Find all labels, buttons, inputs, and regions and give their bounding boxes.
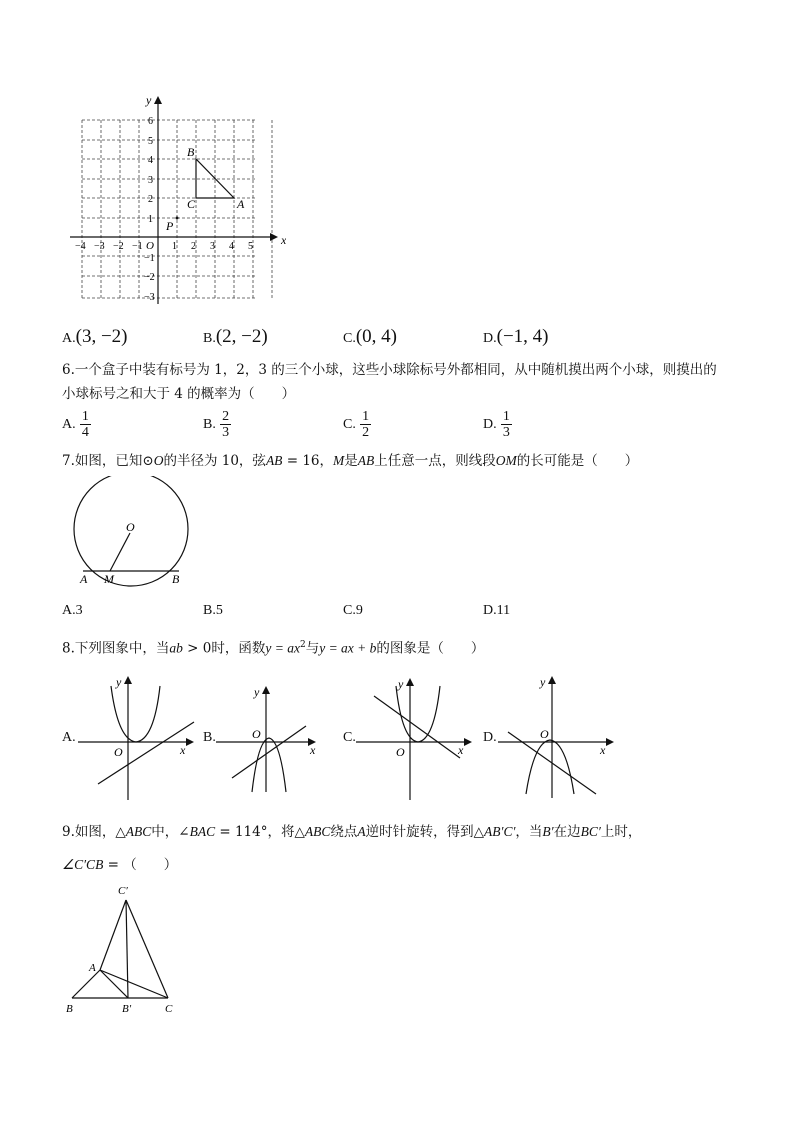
- line-graph: [232, 726, 306, 778]
- x-tick: −4: [75, 241, 86, 252]
- q7-text: 的半径为 10，弦: [163, 453, 266, 469]
- fraction-denominator: 4: [81, 425, 89, 440]
- q7-text: 的长可能是（ ）: [516, 453, 639, 469]
- x-axis-label: x: [310, 743, 316, 757]
- q7-option-b[interactable]: B.5: [203, 603, 223, 618]
- y-axis-label: y: [116, 675, 122, 689]
- point-c-label: C: [187, 197, 196, 211]
- q8-option-d-label[interactable]: D.: [483, 730, 497, 745]
- q9-question-line2: [62, 856, 177, 874]
- q9-text: 中，∠: [151, 824, 190, 840]
- y-tick-labels: [144, 116, 155, 303]
- option-label: D.: [483, 331, 497, 346]
- math-var: B′: [542, 824, 554, 839]
- x-axis-arrow: [270, 233, 278, 241]
- y-axis-arrow: [262, 686, 270, 694]
- x-axis-arrow: [464, 738, 472, 746]
- x-tick-labels: [75, 241, 253, 252]
- math-var: A: [357, 824, 366, 839]
- option-label: A.: [62, 417, 76, 432]
- y-axis-arrow: [406, 678, 414, 686]
- math-expression: ∠C′CB: [62, 857, 104, 872]
- segment-cp-a: [100, 900, 126, 970]
- y-tick: −1: [144, 253, 155, 264]
- option-label: B.: [203, 331, 216, 346]
- math-var: ABC: [125, 824, 152, 839]
- math-var: ab: [169, 640, 183, 656]
- math-var: AB: [265, 453, 283, 468]
- x-axis-label: x: [180, 743, 186, 757]
- y-tick: 6: [148, 116, 153, 127]
- q5-option-c[interactable]: [343, 326, 397, 348]
- q5-option-a[interactable]: [62, 326, 128, 348]
- point-bp-label: B′: [122, 1003, 132, 1015]
- q6-text-line2: 小球标号之和大于 4 的概率为（ ）: [62, 386, 296, 402]
- point-a-label: A: [80, 572, 88, 586]
- origin-label: O: [540, 727, 549, 741]
- point-b-label: B: [66, 1003, 73, 1015]
- q8-text: 的图象是（ ）: [376, 640, 485, 657]
- math-exponent: 2: [299, 640, 306, 650]
- y-axis-label: y: [254, 685, 260, 699]
- x-tick: 5: [248, 241, 253, 252]
- segment-a-bp: [100, 970, 128, 998]
- center-o-label: O: [126, 520, 135, 534]
- option-label: C.: [343, 417, 356, 432]
- option-value: (0, 4): [355, 326, 397, 347]
- q8-option-c-label[interactable]: C.: [343, 730, 356, 745]
- origin-label: O: [252, 727, 261, 741]
- point-a-label: A: [237, 197, 245, 211]
- q8-graph-d[interactable]: [496, 672, 618, 802]
- fraction-denominator: 3: [502, 425, 510, 440]
- math-var: OM: [495, 453, 517, 468]
- option-fraction: [220, 409, 231, 440]
- parabola: [252, 738, 286, 792]
- q5-option-d[interactable]: [483, 326, 549, 348]
- q7-text: 7.如图，已知⊙: [62, 453, 154, 469]
- option-fraction: [501, 409, 512, 440]
- q7-text: 上任意一点，则线段: [374, 453, 496, 469]
- origin-label: O: [146, 240, 154, 252]
- q7-text: 是: [344, 453, 358, 469]
- q7-question-text: [62, 452, 638, 470]
- y-axis-label: y: [398, 677, 404, 691]
- x-tick: 3: [210, 241, 215, 252]
- q8-option-a-label[interactable]: A.: [62, 730, 76, 745]
- q6-option-d[interactable]: [483, 409, 512, 440]
- q6-option-a[interactable]: [62, 409, 91, 440]
- q8-graph-a[interactable]: [76, 672, 198, 804]
- q8-question-text: [62, 636, 484, 658]
- y-axis-label: y: [540, 675, 546, 689]
- segment-cp-bp: [126, 900, 128, 998]
- y-tick: 2: [148, 194, 153, 205]
- option-value: (2, −2): [215, 326, 268, 347]
- q8-text: > 0时，函数: [182, 640, 266, 657]
- q5-coordinate-graph: [66, 92, 286, 312]
- q7-option-a[interactable]: A.3: [62, 603, 83, 618]
- parabola: [396, 686, 440, 742]
- math-var: AB′C′: [484, 824, 516, 839]
- math-var: AB: [357, 453, 375, 468]
- y-axis-arrow: [154, 96, 162, 104]
- option-value: (3, −2): [75, 326, 128, 347]
- fraction-denominator: 2: [362, 425, 370, 440]
- option-value: (−1, 4): [496, 326, 549, 347]
- math-var: ABC: [304, 824, 331, 839]
- origin-label: O: [114, 745, 123, 759]
- math-var: O: [153, 453, 164, 468]
- x-axis-arrow: [606, 738, 614, 746]
- q9-text: = （ ）: [103, 857, 178, 873]
- q9-text: = 114°，将△: [215, 824, 305, 840]
- option-label: B.: [203, 417, 216, 432]
- fraction-numerator: 1: [81, 409, 89, 424]
- x-tick: −3: [94, 241, 105, 252]
- fraction-numerator: 2: [222, 409, 230, 424]
- parabola: [111, 686, 160, 742]
- q9-triangle-figure: [62, 880, 192, 1020]
- y-axis-label: y: [146, 93, 152, 107]
- option-label: A.: [62, 331, 76, 346]
- q8-option-b-label[interactable]: B.: [203, 730, 216, 745]
- math-expression: y = ax: [265, 640, 300, 656]
- q6-option-c[interactable]: [343, 409, 371, 440]
- fraction-denominator: 3: [222, 425, 230, 440]
- q7-circle-figure: [66, 476, 196, 596]
- math-var: M: [333, 453, 345, 468]
- q7-option-c[interactable]: C.9: [343, 603, 363, 618]
- y-tick: 3: [148, 175, 153, 186]
- point-cp-label: C′: [118, 885, 128, 897]
- option-label: D.: [483, 417, 497, 432]
- option-label: C.: [343, 331, 356, 346]
- q6-text-line1: 6.一个盒子中装有标号为 1，2，3 的三个小球，这些小球除标号外都相同，从中随机摸出两个小球，则摸出的: [62, 362, 717, 378]
- y-tick: 1: [148, 214, 153, 225]
- q9-text: 上时，: [600, 824, 642, 840]
- y-axis-arrow: [548, 676, 556, 684]
- math-expression: y = ax + b: [319, 640, 377, 656]
- q8-text: 8.下列图象中，当: [62, 640, 170, 657]
- x-tick: 4: [229, 241, 234, 252]
- fraction-numerator: 1: [362, 409, 370, 424]
- point-p: [176, 217, 179, 220]
- option-fraction: [80, 409, 91, 440]
- point-c-label: C: [165, 1003, 173, 1015]
- x-axis-label: x: [600, 743, 606, 757]
- segment-om: [110, 533, 130, 571]
- q9-text: 在边: [553, 824, 581, 840]
- point-a-label: A: [89, 962, 96, 974]
- y-tick: −3: [144, 292, 155, 303]
- math-var: BC′: [580, 824, 601, 839]
- fraction-numerator: 1: [502, 409, 510, 424]
- segment-a-b: [72, 970, 100, 998]
- y-tick: −2: [144, 272, 155, 283]
- y-axis-arrow: [124, 676, 132, 684]
- point-p-label: P: [166, 219, 174, 233]
- x-tick: 2: [191, 241, 196, 252]
- q7-text: = 16，: [282, 453, 334, 469]
- q9-text: 绕点: [330, 824, 358, 840]
- option-fraction: [360, 409, 371, 440]
- q8-text: 与: [305, 640, 320, 657]
- y-tick: 5: [148, 136, 153, 147]
- y-tick: 4: [148, 155, 153, 166]
- q7-option-d[interactable]: D.11: [483, 603, 511, 618]
- q9-text: 9.如图，△: [62, 824, 126, 840]
- parabola: [526, 740, 574, 794]
- line-graph: [374, 696, 460, 758]
- q9-text: ，当: [515, 824, 543, 840]
- q6-option-b[interactable]: [203, 409, 231, 440]
- q8-graph-b[interactable]: [214, 680, 324, 796]
- x-axis-arrow: [186, 738, 194, 746]
- x-tick: −1: [132, 241, 143, 252]
- q9-question-text: [62, 823, 641, 841]
- x-axis-label: x: [281, 233, 286, 247]
- origin-label: O: [396, 745, 405, 759]
- point-b-label: B: [172, 572, 180, 586]
- x-tick: −2: [113, 241, 124, 252]
- q5-option-b[interactable]: [203, 326, 268, 348]
- q8-graph-c[interactable]: [354, 674, 476, 804]
- point-b-label: B: [187, 145, 195, 159]
- x-axis-label: x: [458, 743, 464, 757]
- math-var: BAC: [189, 824, 216, 839]
- x-tick: 1: [172, 241, 177, 252]
- q9-text: 逆时针旋转，得到△: [365, 824, 485, 840]
- point-m-label: M: [104, 572, 114, 586]
